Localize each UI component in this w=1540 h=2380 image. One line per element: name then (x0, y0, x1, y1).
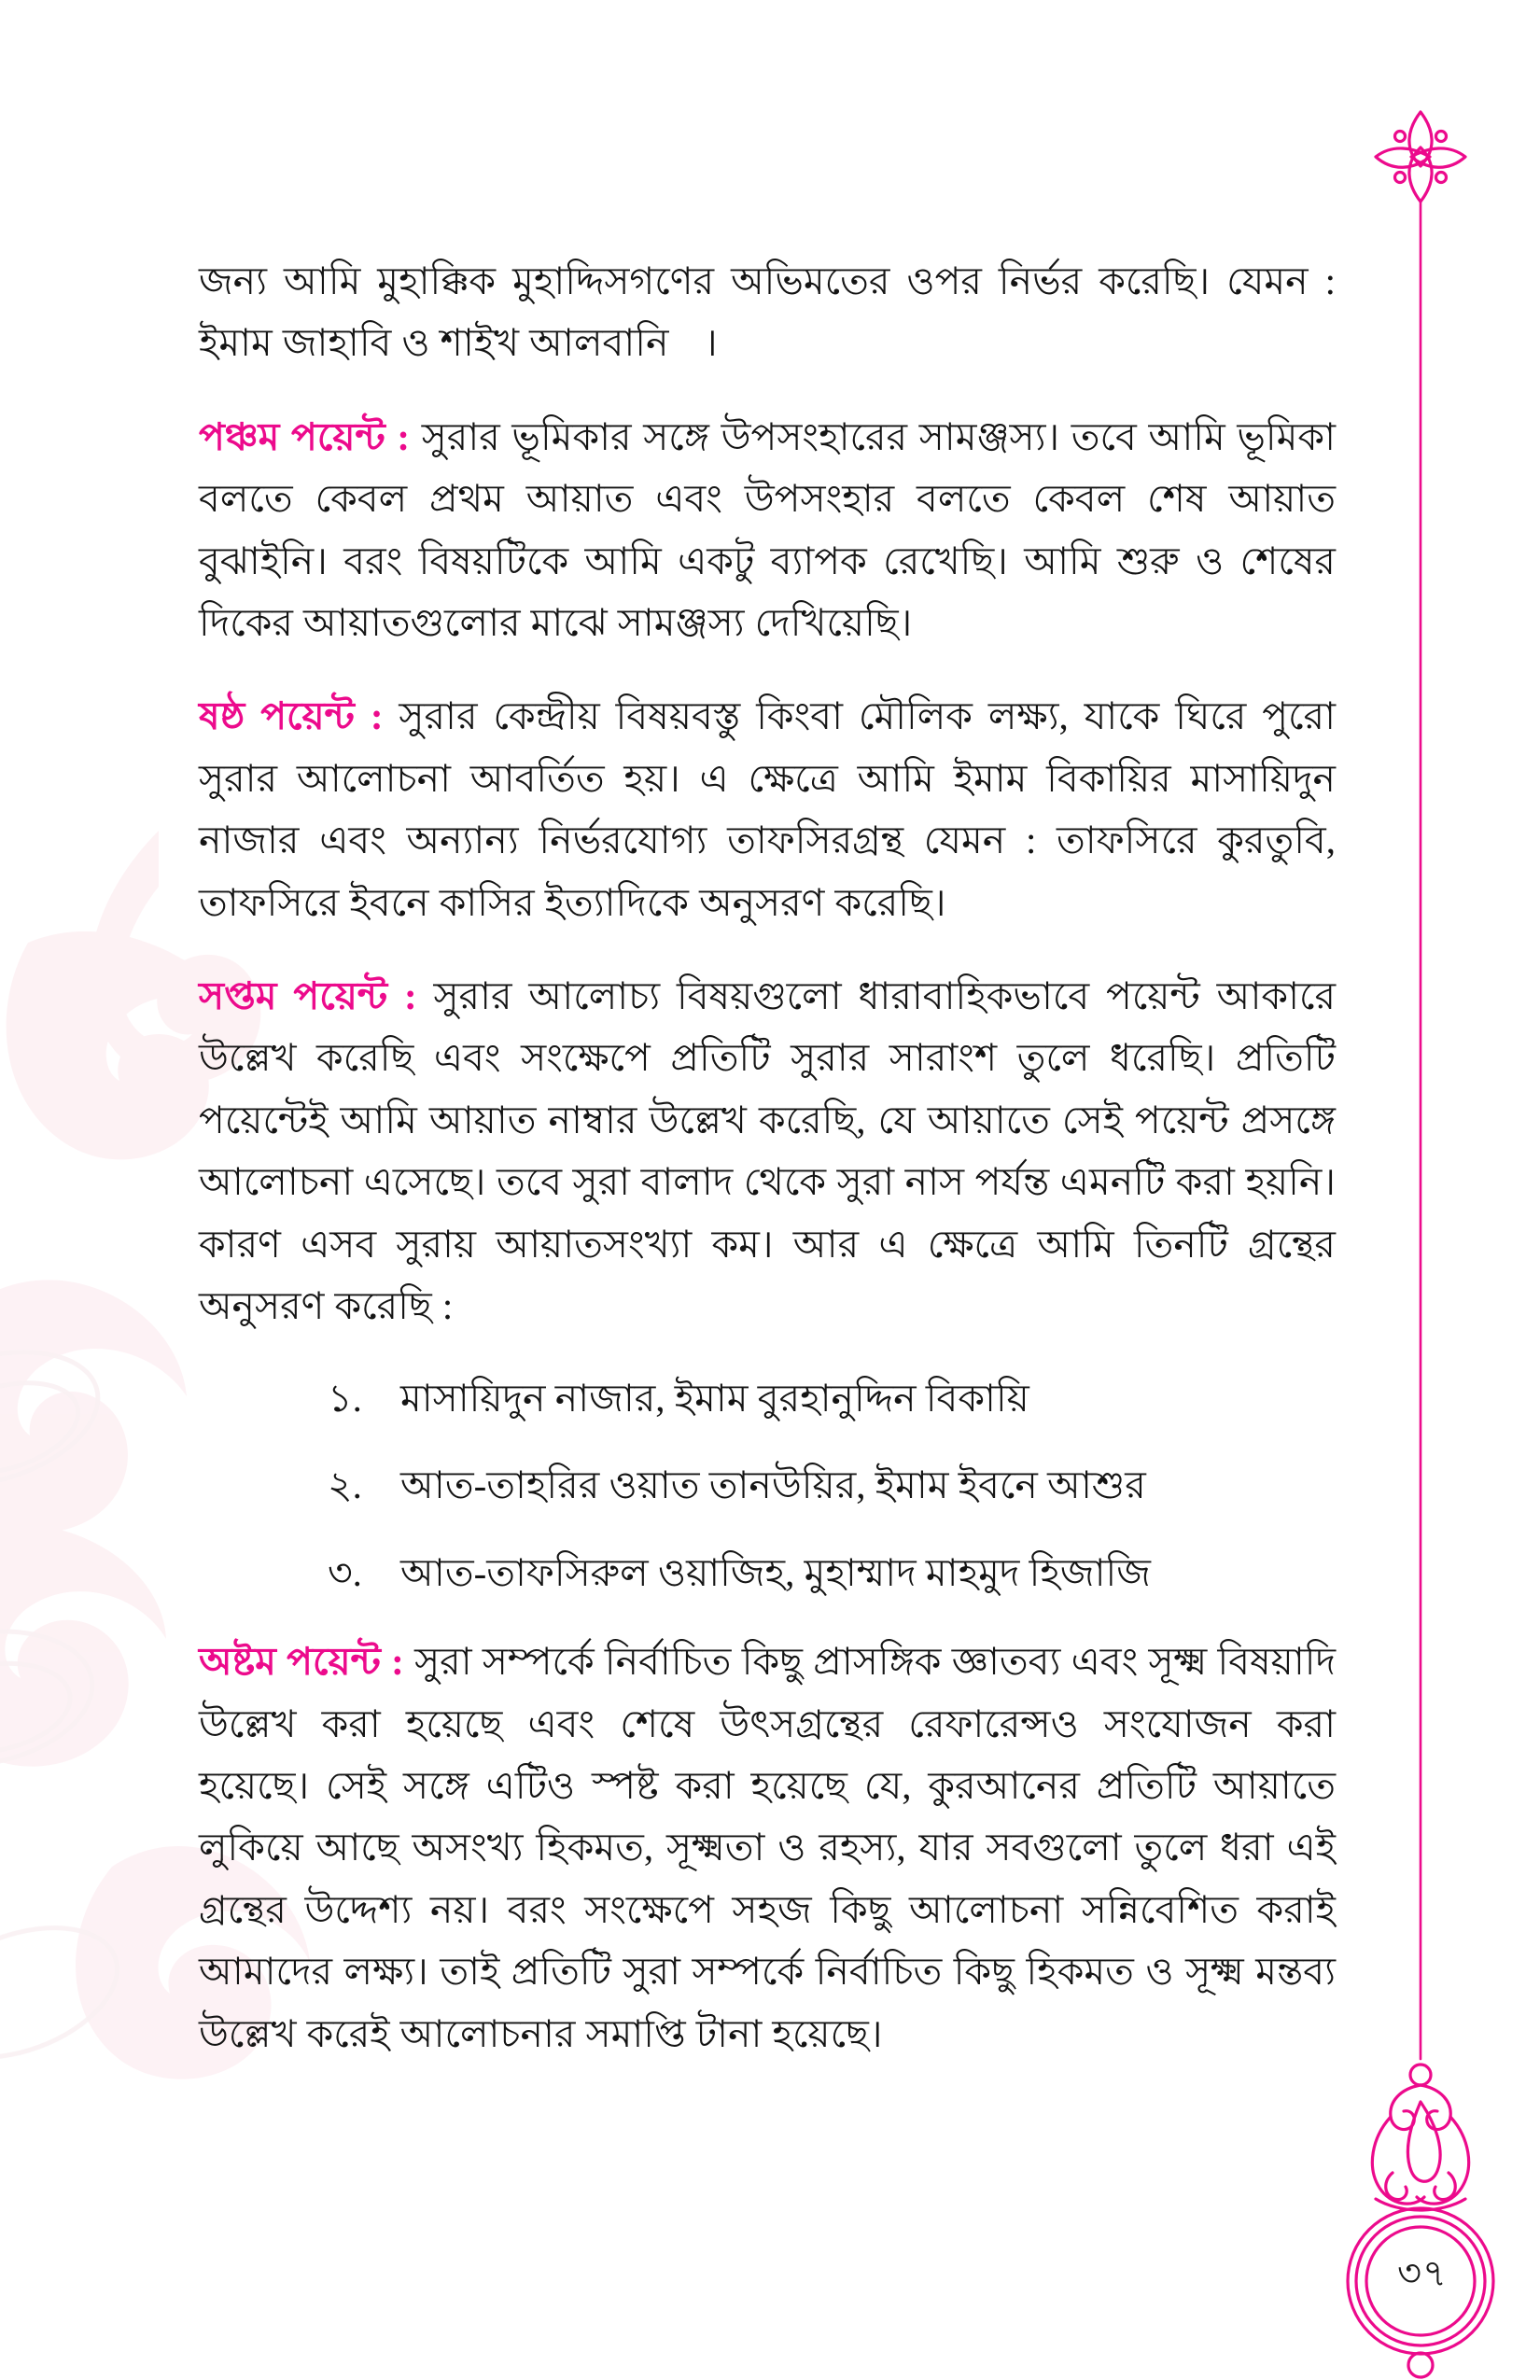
list-item-label: আত-তাহরির ওয়াত তানউয়ির, ইমাম ইবনে আশুর (400, 1463, 1146, 1507)
paragraph-intro-tail: । (703, 321, 718, 365)
paragraph-point-7 (199, 965, 1336, 1337)
rahimahullah-icon: ﷦ (1039, 1379, 1064, 1415)
point-8-heading: অষ্টম পয়েন্ট : (199, 1640, 404, 1684)
point-5-body: সুরার ভূমিকার সঙ্গে উপসংহারের সামঞ্জস্য। তবে আমি ভূমিকা বলতে কেবল প্রথম আয়াত এবং উপসংহার বলতে কেবল শেষ আয়াত বুঝাইনি। বরং বিষয়টিকে আমি একটু ব্যাপক রেখেছি। আমি শুরু ও শেষের দিকের আয়াতগুলোর মাঝে সামঞ্জস্য দেখিয়েছি। (199, 414, 1337, 645)
page-number-medallion (1348, 2065, 1493, 2377)
list-item-label: আত-তাফসিরুল ওয়াজিহ, মুহাম্মাদ মাহমুদ হিজাজি (400, 1550, 1151, 1594)
reference-book-list (199, 1369, 1336, 1603)
list-item (328, 1456, 1336, 1516)
ornament-rail (1335, 103, 1512, 2333)
paragraph-intro-body: জন্য আমি মুহাক্কিক মুহাদ্দিসগণের অভিমতের ওপর নির্ভর করেছি। যেমন : ইমাম জাহাবি ও শাইখ আলবানি (199, 259, 1336, 365)
rahimahullah-icon: ﷦ (679, 325, 704, 360)
list-item-number: ২. (328, 1463, 362, 1507)
point-6-body: সুরার কেন্দ্রীয় বিষয়বস্তু কিংবা মৌলিক লক্ষ্য, যাকে ঘিরে পুরো সুরার আলোচনা আবর্তিত হয়। এ ক্ষেত্রে আমি ইমাম বিকায়ির মাসায়িদুন নাজার এবং অন্যান্য নির্ভরযোগ্য তাফসিরগ্রন্থ যেমন : তাফসিরে কুরতুবি, তাফসিরে ইবনে কাসির ইত্যাদিকে অনুসরণ করেছি। (199, 694, 1337, 924)
paragraph-intro (199, 250, 1336, 374)
point-6-heading: ষষ্ঠ পয়েন্ট : (199, 694, 384, 738)
list-item (328, 1544, 1336, 1603)
paragraph-point-6 (199, 685, 1336, 933)
point-7-body: সুরার আলোচ্য বিষয়গুলো ধারাবাহিকভাবে পয়েন্ট আকারে উল্লেখ করেছি এবং সংক্ষেপে প্রতিটি সুরার সারাংশ তুলে ধরেছি। প্রতিটি পয়েন্টেই আমি আয়াত নাম্বার উল্লেখ করেছি, যে আয়াতে সেই পয়েন্ট প্রসঙ্গে আলোচনা এসেছে। তবে সুরা বালাদ থেকে সুরা নাস পর্যন্ত এমনটি করা হয়নি। কারণ এসব সুরায় আয়াতসংখ্যা কম। আর এ ক্ষেত্রে আমি তিনটি গ্রন্থের অনুসরণ করেছি : (199, 974, 1336, 1328)
page-number: ৩৭ (1396, 2252, 1448, 2294)
four-petal-flower-icon (1376, 112, 1465, 202)
point-8-body: সুরা সম্পর্কে নির্বাচিত কিছু প্রাসঙ্গিক জ্ঞাতব্য এবং সূক্ষ্ম বিষয়াদি উল্লেখ করা হয়েছে এবং শেষে উৎসগ্রন্থের রেফারেন্সও সংযোজন করা হয়েছে। সেই সঙ্গে এটিও স্পষ্ট করা হয়েছে যে, কুরআনের প্রতিটি আয়াতে লুকিয়ে আছে অসংখ্য হিকমত, সূক্ষ্মতা ও রহস্য, যার সবগুলো তুলে ধরা এই গ্রন্থের উদ্দেশ্য নয়। বরং সংক্ষেপে সহজ কিছু আলোচনা সন্নিবেশিত করাই আমাদের লক্ষ্য। তাই প্রতিটি সুরা সম্পর্কে নির্বাচিত কিছু হিকমত ও সূক্ষ্ম মন্তব্য উল্লেখ করেই আলোচনার সমাপ্তি টানা হয়েছে। (199, 1640, 1336, 2055)
paragraph-point-5 (199, 406, 1336, 654)
point-5-heading: পঞ্চম পয়েন্ট : (199, 414, 411, 458)
list-item-label: মাসায়িদুন নাজার, ইমাম বুরহানুদ্দিন বিকায়ি (400, 1376, 1040, 1420)
text-column (199, 250, 1336, 2065)
list-item (328, 1369, 1336, 1429)
list-item-number: ৩. (328, 1550, 362, 1594)
point-7-heading: সপ্তম পয়েন্ট : (199, 974, 417, 1018)
paragraph-point-8 (199, 1631, 1336, 2065)
list-item-number: ১. (328, 1376, 362, 1420)
